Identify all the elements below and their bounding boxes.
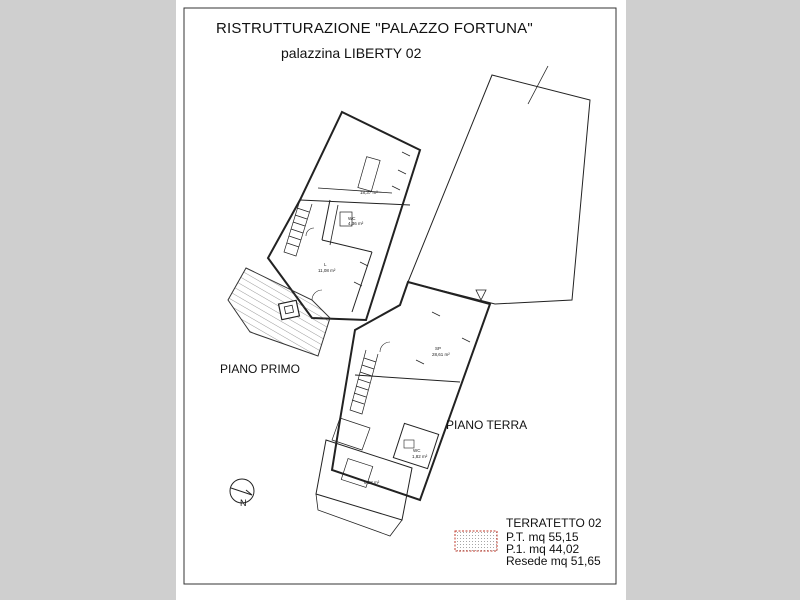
- north-label: N: [240, 498, 247, 508]
- first-floor-stair: [284, 200, 312, 256]
- legend-title: TERRATETTO 02: [506, 516, 602, 530]
- first-floor-label: PIANO PRIMO: [220, 362, 301, 376]
- room-area-first-2: 4,36 m²: [348, 221, 364, 226]
- legend-resede-area: Resede mq 51,65: [506, 554, 601, 568]
- page-subtitle: palazzina LIBERTY 02: [281, 45, 422, 61]
- room-name-first-2: WC: [348, 216, 356, 221]
- room-name-first-3: L: [324, 262, 327, 267]
- room-area-ground-1: 28,61 m²: [432, 352, 450, 357]
- legend-swatch: [455, 531, 497, 551]
- first-floor-terrace: [228, 268, 330, 356]
- ground-floor-label: PIANO TERRA: [446, 418, 528, 432]
- first-floor-plan: [268, 112, 420, 320]
- legend-first-area: P.1. mq 44,02: [506, 542, 580, 556]
- room-area-ground-2: 1,82 m²: [412, 454, 428, 459]
- room-area-ground-3: 6,58 m²: [364, 480, 380, 485]
- room-area-first-3: 11,08 m²: [318, 268, 336, 273]
- ground-floor-stair: [332, 350, 378, 450]
- legend-ground-area: P.T. mq 55,15: [506, 530, 579, 544]
- room-name-ground-1: SP: [435, 346, 442, 351]
- skylight: [279, 300, 300, 319]
- room-name-ground-2: WC: [413, 448, 421, 453]
- ground-floor-garden: [408, 75, 590, 304]
- page-title: RISTRUTTURAZIONE "PALAZZO FORTUNA": [216, 20, 533, 37]
- room-area-first-1: 18,37 m²: [360, 190, 378, 195]
